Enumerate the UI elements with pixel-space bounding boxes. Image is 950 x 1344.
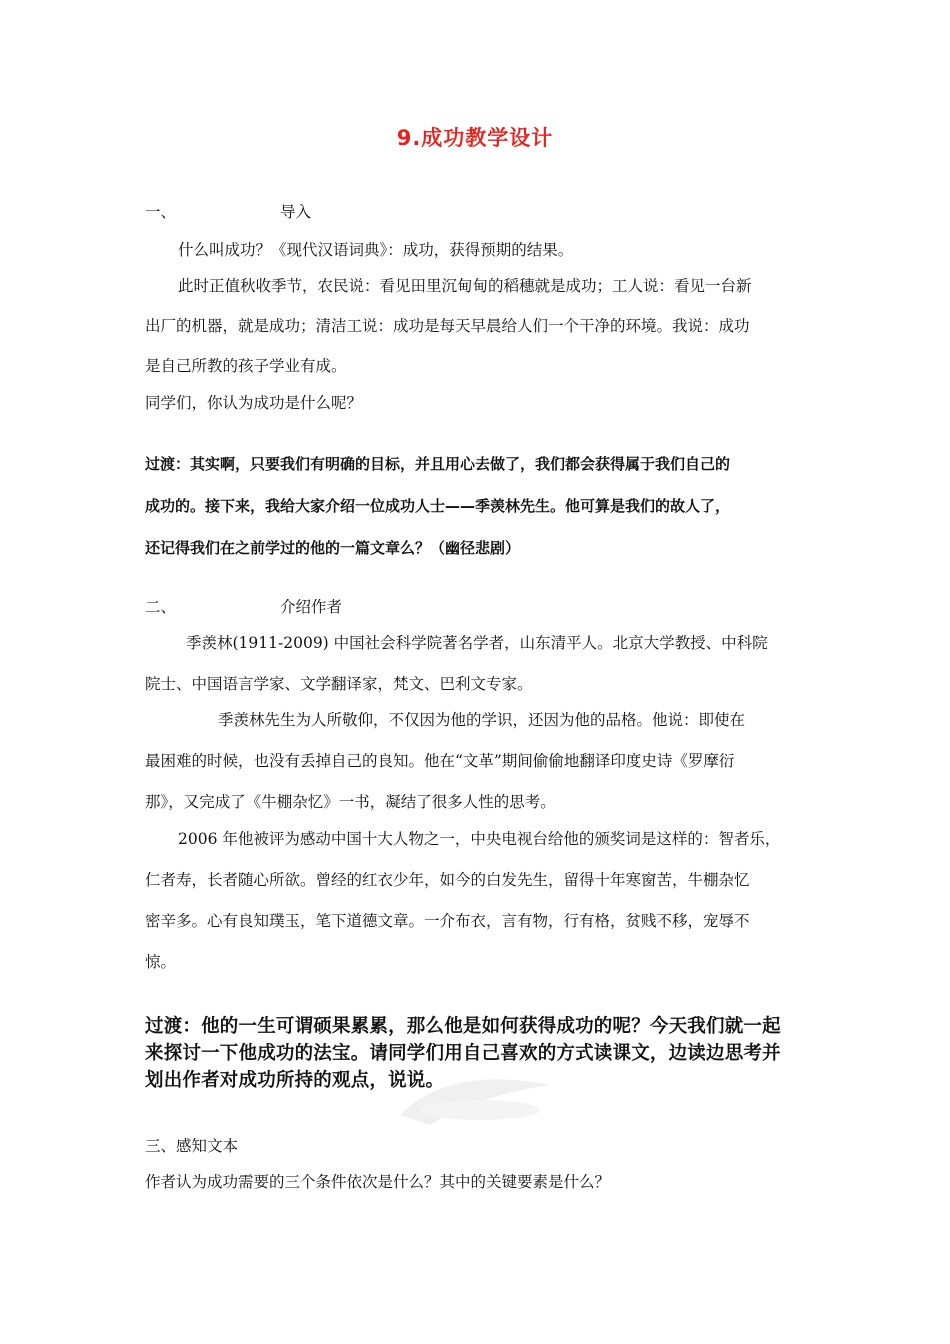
transition-line: 过渡：其实啊，只要我们有明确的目标，并且用心去做了，我们都会获得属于我们自己的 bbox=[145, 455, 731, 473]
section-title: 介绍作者 bbox=[280, 598, 343, 616]
section-number: 二、 bbox=[145, 598, 177, 616]
paragraph-line: 密辛多。心有良知璞玉，笔下道德文章。一介布衣，言有物，行有格，贫贱不移，宠辱不 bbox=[145, 912, 750, 930]
transition-line: 成功的。接下来，我给大家介绍一位成功人士——季羡林先生。他可算是我们的故人了， bbox=[145, 497, 731, 515]
page-title: 9.成功教学设计 bbox=[396, 126, 554, 150]
paragraph-line: 惊。 bbox=[145, 953, 177, 971]
paragraph-line: 是自己所教的孩子学业有成。 bbox=[145, 357, 347, 375]
paragraph-line: 出厂的机器，就是成功；清洁工说：成功是每天早晨给人们一个干净的环境。我说：成功 bbox=[145, 317, 750, 335]
paragraph-line: 季羡林先生为人所敬仰，不仅因为他的学识，还因为他的品格。他说：即使在 bbox=[218, 711, 746, 729]
paragraph: 什么叫成功？《现代汉语词典》：成功，获得预期的结果。 bbox=[178, 241, 574, 259]
paragraph-line: 此时正值秋收季节，农民说：看见田里沉甸甸的稻穗就是成功；工人说：看见一台新 bbox=[178, 277, 752, 295]
transition-line: 还记得我们在之前学过的他的一篇文章么？（幽径悲剧） bbox=[145, 539, 521, 557]
section-heading-author bbox=[145, 597, 815, 617]
section-number: 一、 bbox=[145, 203, 177, 221]
paragraph-line: 季羡林(1911-2009) 中国社会科学院著名学者，山东清平人。北京大学教授、中科院 bbox=[186, 634, 768, 652]
transition-line: 来探讨一下他成功的法宝。请同学们用自己喜欢的方式读课文，边读边思考并 bbox=[145, 1043, 781, 1064]
paragraph-line: 仁者寿，长者随心所欲。曾经的红衣少年，如今的白发先生，留得十年寒窗苦，牛棚杂忆 bbox=[145, 871, 750, 889]
watermark-logo bbox=[390, 1055, 560, 1135]
transition-line: 划出作者对成功所持的观点，说说。 bbox=[145, 1070, 445, 1091]
paragraph-line: 那》，又完成了《牛棚杂忆》一书，凝结了很多人性的思考。 bbox=[145, 793, 556, 811]
paragraph: 同学们，你认为成功是什么呢？ bbox=[145, 394, 363, 412]
paragraph-line: 最困难的时候，也没有丢掉自己的良知。他在“文革”期间偷偷地翻译印度史诗《罗摩衍 bbox=[145, 752, 735, 770]
paragraph-line: 院士、中国语言学家、文学翻译家，梵文、巴利文专家。 bbox=[145, 675, 533, 693]
section-title: 导入 bbox=[280, 203, 312, 221]
section-heading-intro bbox=[145, 202, 815, 222]
section-heading-perceive: 三、感知文本 bbox=[145, 1137, 239, 1155]
transition-line: 过渡：他的一生可谓硕果累累，那么他是如何获得成功的呢？今天我们就一起 bbox=[145, 1016, 781, 1037]
paragraph-line: 2006 年他被评为感动中国十大人物之一，中央电视台给他的颁奖词是这样的：智者乐， bbox=[178, 830, 781, 848]
question-text: 作者认为成功需要的三个条件依次是什么？其中的关键要素是什么？ bbox=[145, 1173, 611, 1191]
